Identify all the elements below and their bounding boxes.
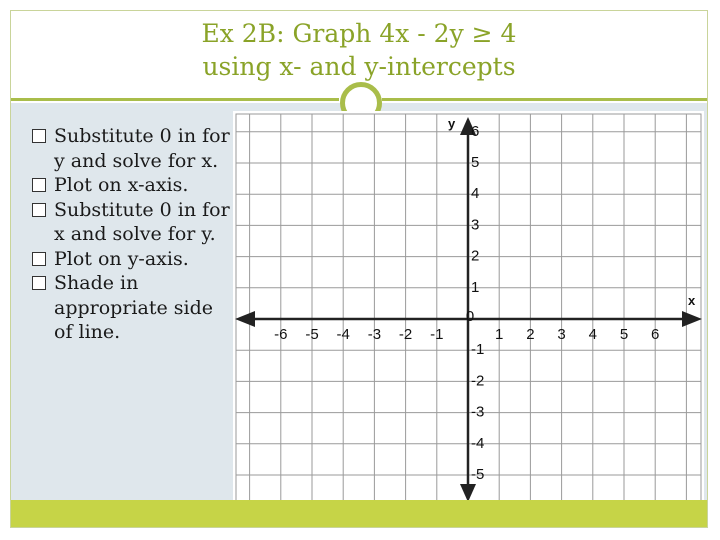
y-tick-label: -2 bbox=[471, 372, 485, 390]
x-axis-name: x bbox=[688, 293, 696, 308]
bullet-text: Substitute 0 in for y and solve for x. bbox=[54, 125, 230, 172]
x-tick-label: -1 bbox=[430, 326, 444, 343]
title-divider-left bbox=[11, 98, 339, 101]
bullet-item bbox=[32, 173, 232, 198]
y-tick-label: 4 bbox=[471, 185, 480, 203]
bullet-text: Shade in appropriate side of line. bbox=[54, 272, 213, 343]
x-tick-label: 2 bbox=[526, 326, 535, 343]
bullet-box-icon bbox=[32, 178, 46, 192]
x-tick-label: 3 bbox=[557, 326, 566, 343]
y-tick-label: 6 bbox=[471, 122, 480, 140]
bullet-box-icon bbox=[32, 129, 46, 143]
y-tick-label: 5 bbox=[471, 154, 480, 171]
bullet-item bbox=[32, 247, 232, 272]
title-line-2: using x- and y-intercepts bbox=[202, 52, 516, 81]
title-divider-right bbox=[382, 98, 707, 101]
y-tick-label: 3 bbox=[471, 216, 480, 234]
footer-bar bbox=[11, 500, 707, 527]
x-axis-right-arrow-icon bbox=[682, 311, 702, 327]
bullet-box-icon bbox=[32, 203, 46, 217]
x-tick-label: 4 bbox=[588, 326, 597, 343]
coordinate-grid bbox=[233, 111, 704, 504]
y-tick-label: -5 bbox=[471, 466, 485, 483]
x-tick-label: -2 bbox=[398, 326, 413, 343]
x-axis-left-arrow-icon bbox=[235, 311, 255, 327]
x-tick-label: 5 bbox=[619, 326, 629, 343]
y-tick-label: -1 bbox=[471, 341, 485, 359]
y-tick-label: -3 bbox=[471, 403, 485, 421]
slide-title bbox=[11, 17, 707, 83]
y-tick-label: -4 bbox=[471, 434, 485, 452]
bullet-box-icon bbox=[32, 252, 46, 266]
x-tick-label: -3 bbox=[367, 326, 382, 343]
x-tick-label: -4 bbox=[336, 326, 350, 343]
bullet-text: Plot on y-axis. bbox=[54, 247, 189, 270]
bullet-item bbox=[32, 271, 232, 345]
x-tick-label: -6 bbox=[274, 326, 288, 343]
y-axis-name: y bbox=[448, 116, 456, 131]
bullet-text: Plot on x-axis. bbox=[54, 174, 189, 196]
bullet-box-icon bbox=[32, 276, 46, 290]
bullet-text: Substitute 0 in for x and solve for y. bbox=[54, 198, 230, 245]
y-tick-label: 1 bbox=[471, 278, 480, 296]
bullet-item bbox=[32, 198, 232, 247]
x-tick-label: 6 bbox=[651, 326, 660, 343]
instruction-list bbox=[32, 124, 232, 345]
coordinate-plane bbox=[233, 111, 704, 504]
title-line-1: Ex 2B: Graph 4x - 2y ≥ 4 bbox=[201, 19, 517, 48]
x-tick-label: 1 bbox=[495, 326, 504, 343]
x-tick-label: -5 bbox=[305, 326, 319, 343]
origin-label: 0 bbox=[465, 308, 475, 325]
y-tick-label: 2 bbox=[471, 247, 480, 265]
bullet-item bbox=[32, 124, 232, 173]
tick-labels bbox=[274, 116, 696, 483]
